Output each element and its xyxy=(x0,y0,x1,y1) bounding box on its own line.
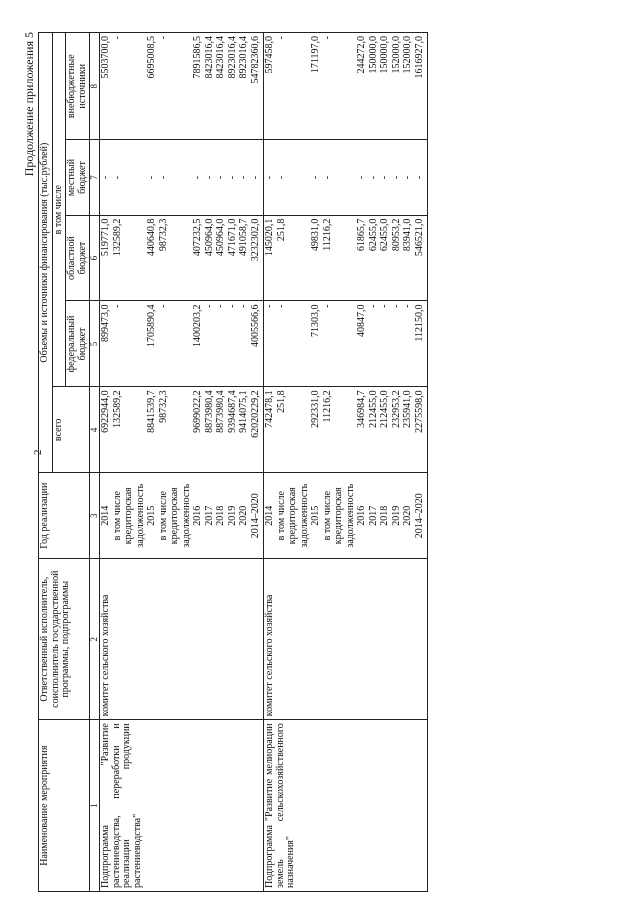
cell-line xyxy=(288,143,300,211)
cell-line: 232953,2 xyxy=(390,390,402,428)
federal-cell xyxy=(264,301,428,387)
cell-line: 80953,2 xyxy=(390,218,402,252)
cell-line: - xyxy=(264,304,276,308)
cell-line: - xyxy=(321,175,333,180)
cell-line: кредиторская xyxy=(123,487,135,545)
cell-line xyxy=(170,143,182,211)
cell-line xyxy=(124,143,136,211)
local-cell xyxy=(264,140,428,215)
executor: комитет сельского хозяйства xyxy=(100,559,264,720)
extrabudget-cell xyxy=(264,33,428,140)
cell-line: 8423016,4 xyxy=(203,36,215,79)
cell-line xyxy=(288,36,300,136)
cell-line xyxy=(334,305,346,384)
year-cell xyxy=(264,473,428,559)
cell-line: задолженность xyxy=(180,483,192,548)
cell-line: 145020,1 xyxy=(264,218,276,257)
header-executor: Ответственный исполнитель, соисполнитель государственной программы, подпрограммы xyxy=(39,559,90,720)
cell-line: 54782360,6 xyxy=(249,36,261,84)
page-number: 2 xyxy=(32,449,44,455)
cell-line: 62020229,2 xyxy=(249,390,261,438)
cell-line: 2015 xyxy=(146,505,158,526)
cell-line: - xyxy=(356,175,368,180)
cell-line: - xyxy=(238,175,250,180)
column-number: 3 xyxy=(90,473,100,559)
cell-line: - xyxy=(275,175,287,180)
cell-line: 251,8 xyxy=(275,218,287,242)
cell-line xyxy=(334,219,346,298)
cell-line: - xyxy=(390,175,402,180)
cell-line: 6695008,5 xyxy=(146,36,158,79)
cell-line: задолженность xyxy=(134,483,146,548)
header-extrabudget: внебюджетные источники xyxy=(66,33,90,140)
rotated-page xyxy=(20,32,610,892)
cell-line: 132589,2 xyxy=(111,390,123,428)
cell-line: - xyxy=(157,304,169,308)
cell-line xyxy=(288,390,300,469)
cell-line: - xyxy=(249,175,261,180)
cell-line: 1400203,2 xyxy=(192,304,204,347)
cell-line: 62455,0 xyxy=(379,218,391,252)
cell-line: 8841539,7 xyxy=(146,390,158,433)
cell-line: 2014 xyxy=(100,505,112,526)
cell-line xyxy=(124,390,136,469)
cell-line: - xyxy=(146,175,158,180)
cell-line: - xyxy=(413,175,425,180)
cell-line: в том числе xyxy=(157,491,169,541)
cell-line: 546521,0 xyxy=(413,218,425,257)
cell-line: 597458,0 xyxy=(264,36,276,74)
cell-line xyxy=(334,143,346,211)
cell-line: - xyxy=(111,36,123,40)
cell-line: 212455,0 xyxy=(379,390,391,428)
cell-line: 71303,0 xyxy=(310,304,322,337)
column-number: 2 xyxy=(90,559,100,720)
cell-line: 171197,0 xyxy=(310,36,322,74)
cell-line: 83941,0 xyxy=(402,218,414,252)
cell-line: 9699022,2 xyxy=(192,390,204,433)
cell-line: 2018 xyxy=(215,505,227,526)
cell-line: 150000,0 xyxy=(367,36,379,74)
cell-line: 1616927,0 xyxy=(413,36,425,79)
cell-line: - xyxy=(111,304,123,308)
extrabudget-cell xyxy=(100,33,264,140)
cell-line: 2017 xyxy=(203,505,215,526)
cell-line: 8873980,4 xyxy=(215,390,227,433)
header-federal: федеральный бюджет xyxy=(66,301,90,387)
cell-line xyxy=(334,36,346,136)
table-row xyxy=(264,33,428,892)
cell-line: 7891586,5 xyxy=(192,36,204,79)
cell-line: 212455,0 xyxy=(367,390,379,428)
column-number: 8 xyxy=(90,33,100,140)
cell-line: 471671,0 xyxy=(226,218,238,257)
cell-line: в том числе xyxy=(275,491,287,541)
cell-line: - xyxy=(275,36,287,40)
cell-line: 450964,0 xyxy=(203,218,215,257)
cell-line: 3232302,0 xyxy=(249,218,261,262)
header-in-that-number: в том числе xyxy=(52,33,66,387)
federal-cell xyxy=(100,301,264,387)
cell-line: - xyxy=(157,175,169,180)
appendix-title: Продолжение приложения 5 xyxy=(22,32,36,177)
cell-line: 346984,7 xyxy=(356,390,368,428)
cell-line: 8423016,4 xyxy=(215,36,227,79)
cell-line: - xyxy=(402,304,414,308)
cell-line: - xyxy=(203,175,215,180)
cell-line: - xyxy=(215,304,227,308)
cell-line: 899473,0 xyxy=(100,304,112,342)
cell-line: 2275598,0 xyxy=(413,390,425,433)
cell-line: 491058,7 xyxy=(238,218,250,257)
table-row xyxy=(100,33,264,892)
cell-line: 40847,0 xyxy=(356,304,368,337)
cell-line: в том числе xyxy=(111,491,123,541)
cell-line: 2018 xyxy=(379,505,391,526)
cell-line: кредиторская xyxy=(169,487,181,545)
total-cell xyxy=(264,387,428,473)
column-number: 5 xyxy=(90,301,100,387)
cell-line: 62455,0 xyxy=(367,218,379,252)
cell-line: - xyxy=(310,175,322,180)
cell-line: 4005566,6 xyxy=(249,304,261,347)
header-local: местный бюджет xyxy=(66,140,90,215)
cell-line: 5503700,0 xyxy=(100,36,112,79)
cell-line: - xyxy=(275,304,287,308)
cell-line: 2020 xyxy=(402,505,414,526)
cell-line: в том числе xyxy=(321,491,333,541)
cell-line: 49831,0 xyxy=(310,218,322,252)
cell-line: 9414075,1 xyxy=(238,390,250,433)
cell-line: 152000,0 xyxy=(390,36,402,74)
cell-line: 11216,2 xyxy=(321,390,333,423)
cell-line: - xyxy=(215,175,227,180)
cell-line: задолженность xyxy=(344,483,356,548)
cell-line: 2015 xyxy=(310,505,322,526)
year-cell xyxy=(100,473,264,559)
cell-line xyxy=(288,305,300,384)
cell-line: 2014–2020 xyxy=(413,493,425,539)
cell-line: - xyxy=(321,36,333,40)
column-number: 4 xyxy=(90,387,100,473)
column-number: 1 xyxy=(90,720,100,892)
cell-line: 2016 xyxy=(192,505,204,526)
header-total: всего xyxy=(52,387,90,473)
cell-line: - xyxy=(111,175,123,180)
cell-line: - xyxy=(390,304,402,308)
total-cell xyxy=(100,387,264,473)
cell-line xyxy=(124,219,136,298)
cell-line xyxy=(170,390,182,469)
cell-line: 440640,8 xyxy=(146,218,158,257)
cell-line: 251,8 xyxy=(275,390,287,413)
activity-name: Подпрограмма "Развитие мелиорации земель сельскохозяйственного назначения" xyxy=(264,720,428,892)
cell-line: - xyxy=(402,175,414,180)
column-number: 6 xyxy=(90,215,100,301)
cell-line: - xyxy=(379,175,391,180)
financing-table xyxy=(38,32,428,892)
cell-line: - xyxy=(157,36,169,40)
regional-cell xyxy=(264,215,428,301)
cell-line: 2016 xyxy=(356,505,368,526)
cell-line: 450964,0 xyxy=(215,218,227,257)
cell-line: - xyxy=(100,175,112,180)
cell-line: - xyxy=(238,304,250,308)
cell-line xyxy=(170,36,182,136)
cell-line: 742478,1 xyxy=(264,390,276,428)
cell-line: 1705890,4 xyxy=(146,304,158,347)
cell-line: 152000,0 xyxy=(402,36,414,74)
cell-line: 112150,0 xyxy=(413,304,425,342)
cell-line xyxy=(170,305,182,384)
column-number: 7 xyxy=(90,140,100,215)
cell-line: - xyxy=(192,175,204,180)
table-body xyxy=(100,33,428,892)
cell-line: - xyxy=(226,175,238,180)
cell-line xyxy=(170,219,182,298)
cell-line: - xyxy=(264,175,276,180)
cell-line: 2017 xyxy=(367,505,379,526)
cell-line: - xyxy=(321,304,333,308)
cell-line: 2019 xyxy=(390,505,402,526)
cell-line: 244272,0 xyxy=(356,36,368,74)
cell-line: 235941,0 xyxy=(402,390,414,428)
cell-line: 98732,3 xyxy=(157,218,169,252)
cell-line: 6922944,0 xyxy=(100,390,112,433)
cell-line: 292331,0 xyxy=(310,390,322,428)
cell-line: 519771,0 xyxy=(100,218,112,257)
header-name: Наименование мероприятия xyxy=(39,720,90,892)
cell-line: - xyxy=(226,304,238,308)
header-year: Год реализации xyxy=(39,473,90,559)
cell-line xyxy=(124,305,136,384)
cell-line: 407232,5 xyxy=(192,218,204,257)
cell-line xyxy=(288,219,300,298)
header-financing: Объемы и источники финансирования (тыс.рублей) xyxy=(39,33,53,473)
cell-line: 2020 xyxy=(238,505,250,526)
cell-line: кредиторская xyxy=(333,487,345,545)
activity-name: Подпрограмма "Развитие растениеводства, переработки и реализации продукции растениеводства" xyxy=(100,720,264,892)
local-cell xyxy=(100,140,264,215)
cell-line: 132589,2 xyxy=(111,218,123,257)
cell-line: 11216,2 xyxy=(321,218,333,251)
cell-line: 9394687,4 xyxy=(226,390,238,433)
cell-line: 61865,7 xyxy=(356,218,368,252)
cell-line: 2019 xyxy=(226,505,238,526)
column-number-row xyxy=(90,33,100,892)
cell-line: 98732,3 xyxy=(157,390,169,423)
cell-line: 8873980,4 xyxy=(203,390,215,433)
cell-line: 2014 xyxy=(264,505,276,526)
cell-line xyxy=(334,390,346,469)
cell-line: задолженность xyxy=(298,483,310,548)
cell-line: - xyxy=(367,175,379,180)
cell-line: 8923016,4 xyxy=(226,36,238,79)
cell-line: 150000,0 xyxy=(379,36,391,74)
header-regional: областной бюджет xyxy=(66,215,90,301)
cell-line: - xyxy=(367,304,379,308)
regional-cell xyxy=(100,215,264,301)
executor: комитет сельского хозяйства xyxy=(264,559,428,720)
cell-line: - xyxy=(379,304,391,308)
cell-line: 8923016,4 xyxy=(238,36,250,79)
cell-line: 2014–2020 xyxy=(249,493,261,539)
cell-line xyxy=(124,36,136,136)
cell-line: - xyxy=(203,304,215,308)
cell-line: кредиторская xyxy=(287,487,299,545)
